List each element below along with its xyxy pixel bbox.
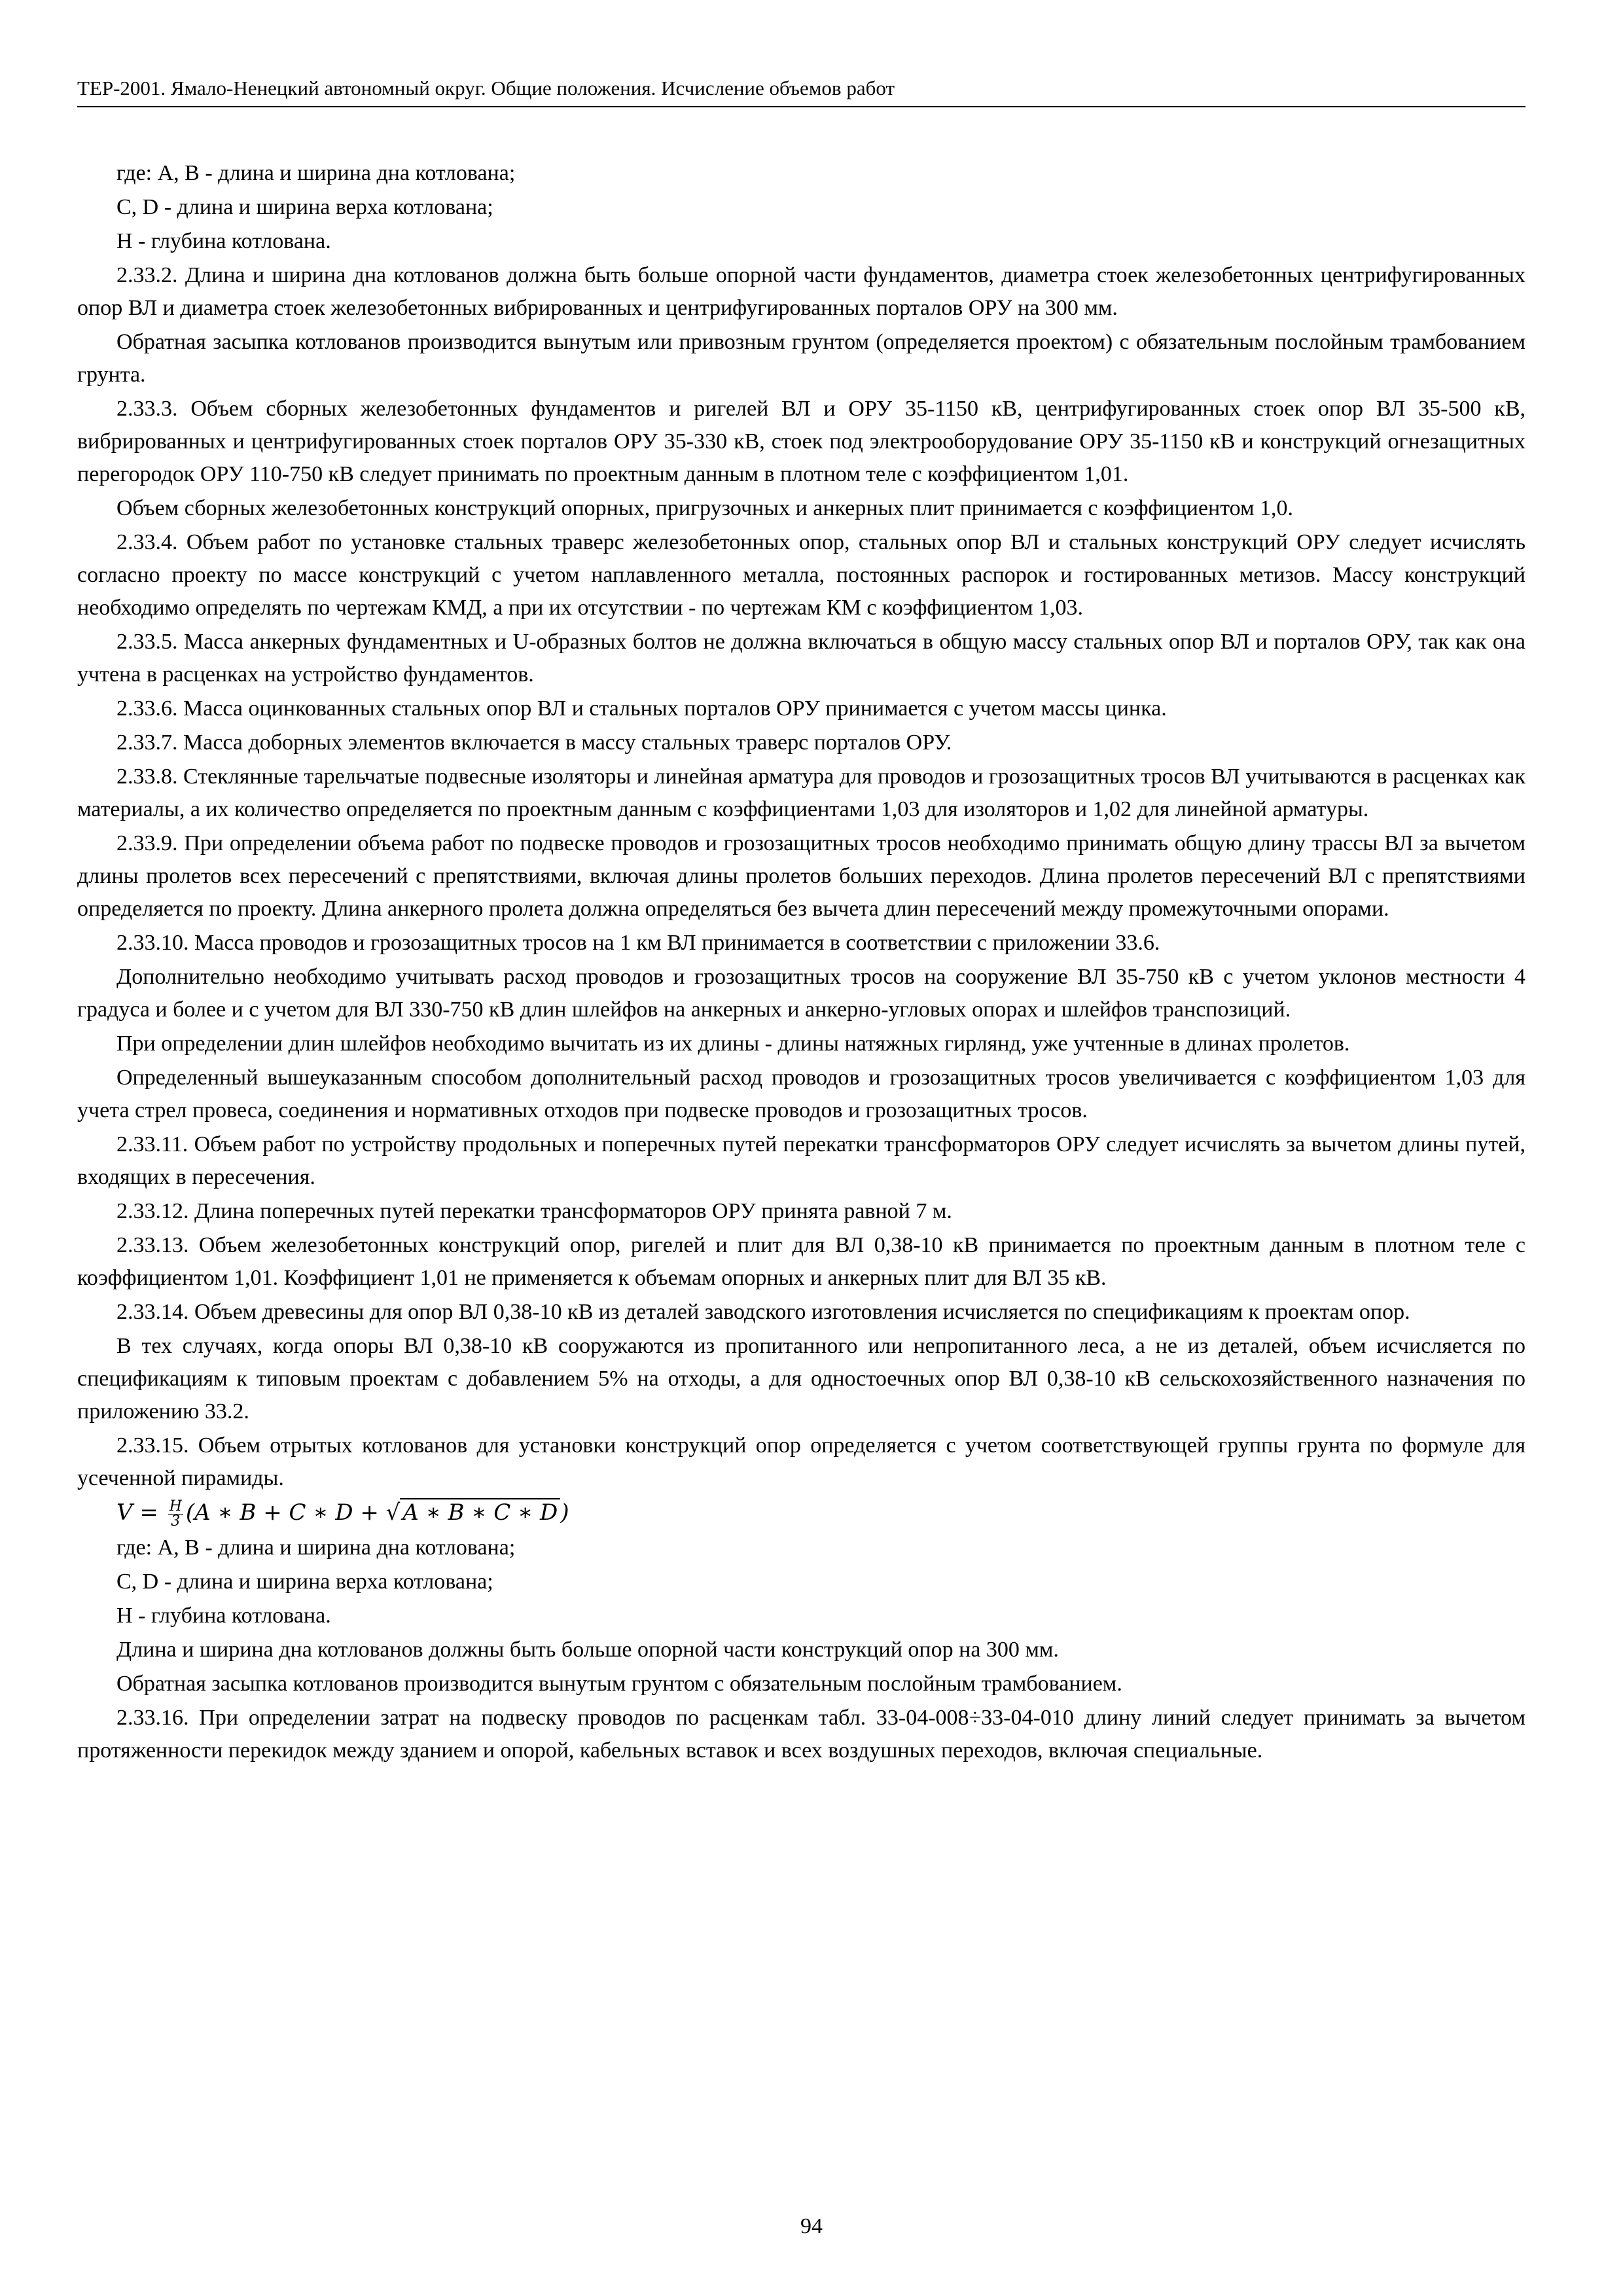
paragraph: 2.33.4. Объем работ по установке стальных траверс железобетонных опор, стальных опор ВЛ и стальных конструкций ОРУ следует исчислять согласно проекту по массе конструкций с учетом наплавленного металла, постоянных распорок и гостированных метизов. Массу конструкций необходимо определять по чертежам КМД, а при их отсутствии - по чертежам КМ с коэффициентом 1,03. <box>77 530 1525 620</box>
paragraph: 2.33.13. Объем железобетонных конструкций опор, ригелей и плит для ВЛ 0,38-10 кВ принимается по проектным данным в плотном теле с коэффициентом 1,01. Коэффициент 1,01 не применяется к объемам опорных и анкерных плит для ВЛ 35 кВ. <box>77 1233 1525 1290</box>
paragraph: 2.33.3. Объем сборных железобетонных фундаментов и ригелей ВЛ и ОРУ 35-1150 кВ, центрифугированных стоек опор ВЛ 35-500 кВ, вибрированных и центрифугированных стоек порталов ОРУ 35-330 кВ, стоек под электрооборудование ОРУ 35-1150 кВ и конструкций огнезащитных перегородок ОРУ 110-750 кВ следует принимать по проектным данным в плотном теле с коэффициентом 1,01. <box>77 397 1525 486</box>
paragraph: 2.33.10. Масса проводов и грозозащитных тросов на 1 км ВЛ принимается в соответствии с приложении 33.6. <box>116 931 1160 955</box>
paragraph: 2.33.5. Масса анкерных фундаментных и U-образных болтов не должна включаться в общую массу стальных опор ВЛ и порталов ОРУ, так как она учтена в расценках на устройство фундаментов. <box>77 630 1525 687</box>
paragraph: Объем сборных железобетонных конструкций опорных, пригрузочных и анкерных плит принимается с коэффициентом 1,0. <box>116 496 1294 520</box>
paragraph: 2.33.7. Масса доборных элементов включается в массу стальных траверс порталов ОРУ. <box>116 730 952 755</box>
paragraph: 2.33.16. При определении затрат на подвеску проводов по расценкам табл. 33-04-008÷33-04-010 длину линий следует принимать за вычетом протяженности перекидок между зданием и опорой, кабельных вставок и всех воздушных переходов, включая специальные. <box>77 1706 1525 1763</box>
paragraph: 2.33.11. Объем работ по устройству продольных и поперечных путей перекатки трансформаторов ОРУ следует исчислять за вычетом длины путей, входящих в пересечения. <box>77 1132 1525 1189</box>
paragraph: В тех случаях, когда опоры ВЛ 0,38-10 кВ сооружаются из пропитанного или непропитанного леса, а не из деталей, объем исчисляется по спецификациям к типовым проектам с добавлением 5% на отходы, а для одностоечных опор ВЛ 0,38-10 кВ сельскохозяйственного назначения по приложению 33.2. <box>77 1334 1525 1424</box>
paragraph: где: А, В - длина и ширина дна котлована; <box>116 1535 516 1560</box>
fraction-denominator: 3 <box>171 1513 181 1530</box>
paragraph: 2.33.9. При определении объема работ по подвеске проводов и грозозащитных тросов необходимо принимать общую длину трассы ВЛ за вычетом длины пролетов всех пересечений с препятствиями, включая длины пролетов больших переходов. Длина пролетов пересечений ВЛ с препятствиями определяется по проекту. Длина анкерного пролета должна определяться без вычета длин пересечений между промежуточными опорами. <box>77 831 1525 921</box>
pyramid-volume-formula <box>77 1496 1525 1532</box>
paragraph: 2.33.6. Масса оцинкованных стальных опор ВЛ и стальных порталов ОРУ принимается с учетом массы цинка. <box>116 696 1167 721</box>
sqrt-radicand: A ∗ B ∗ C ∗ D <box>400 1498 560 1526</box>
sqrt-sign: √ <box>385 1499 401 1526</box>
formula-fraction <box>168 1499 183 1529</box>
page-number: 94 <box>800 2214 823 2238</box>
formula-equals: = <box>139 1499 158 1526</box>
header-title: ТЕР-2001. Ямало-Ненецкий автономный округ. Общие положения. Исчисление объемов работ <box>77 77 895 99</box>
paragraph: Дополнительно необходимо учитывать расход проводов и грозозащитных тросов на сооружение ВЛ 35-750 кВ с учетом уклонов местности 4 градуса и более и с учетом для ВЛ 330-750 кВ длин шлейфов на анкерных и анкерно-угловых опорах и шлейфов транспозиций. <box>77 965 1525 1022</box>
paragraph: Обратная засыпка котлованов производится вынутым или привозным грунтом (определяется проектом) с обязательным послойным трамбованием грунта. <box>77 330 1525 387</box>
paragraph: 2.33.14. Объем древесины для опор ВЛ 0,38-10 кВ из деталей заводского изготовления исчисляется по спецификациям к проектам опор. <box>116 1300 1410 1324</box>
paragraph: 2.33.15. Объем отрытых котлованов для установки конструкций опор определяется с учетом соответствующей группы грунта по формуле для усеченной пирамиды. <box>77 1433 1525 1490</box>
paragraph: С, D - длина и ширина верха котлована; <box>116 195 493 219</box>
paragraph: Н - глубина котлована. <box>116 1604 331 1628</box>
formula-body-close: ) <box>560 1499 569 1526</box>
paragraph: При определении длин шлейфов необходимо вычитать из их длины - длины натяжных гирлянд, уже учтенные в длинах пролетов. <box>116 1031 1350 1056</box>
document-body <box>77 157 1525 1768</box>
paragraph: С, D - длина и ширина верха котлована; <box>116 1570 493 1594</box>
paragraph: где: А, В - длина и ширина дна котлована; <box>116 161 516 185</box>
formula-body-open: (A ∗ B + C ∗ D + <box>185 1499 386 1526</box>
paragraph: Обратная засыпка котлованов производится вынутым грунтом с обязательным послойным трамбованием. <box>116 1672 1122 1696</box>
fraction-numerator: H <box>169 1498 182 1515</box>
page-header <box>77 73 1525 107</box>
paragraph: 2.33.2. Длина и ширина дна котлованов должна быть больше опорной части фундаментов, диаметра стоек железобетонных центрифугированных опор ВЛ и диаметра стоек железобетонных вибрированных и центрифугированных порталов ОРУ на 300 мм. <box>77 263 1525 320</box>
paragraph: 2.33.8. Стеклянные тарельчатые подвесные изоляторы и линейная арматура для проводов и грозозащитных тросов ВЛ учитываются в расценках как материалы, а их количество определяется по проектным данным с коэффициентами 1,03 для изоляторов и 1,02 для линейной арматуры. <box>77 764 1525 821</box>
paragraph: Длина и ширина дна котлованов должны быть больше опорной части конструкций опор на 300 мм. <box>116 1638 1059 1662</box>
paragraph: Определенный вышеуказанным способом дополнительный расход проводов и грозозащитных тросов увеличивается с коэффициентом 1,03 для учета стрел провеса, соединения и нормативных отходов при подвеске проводов и грозозащитных тросов. <box>77 1066 1525 1122</box>
paragraph: 2.33.12. Длина поперечных путей перекатки трансформаторов ОРУ принята равной 7 м. <box>116 1199 952 1223</box>
paragraph: Н - глубина котлована. <box>116 229 331 253</box>
formula-lhs: V <box>116 1499 133 1526</box>
